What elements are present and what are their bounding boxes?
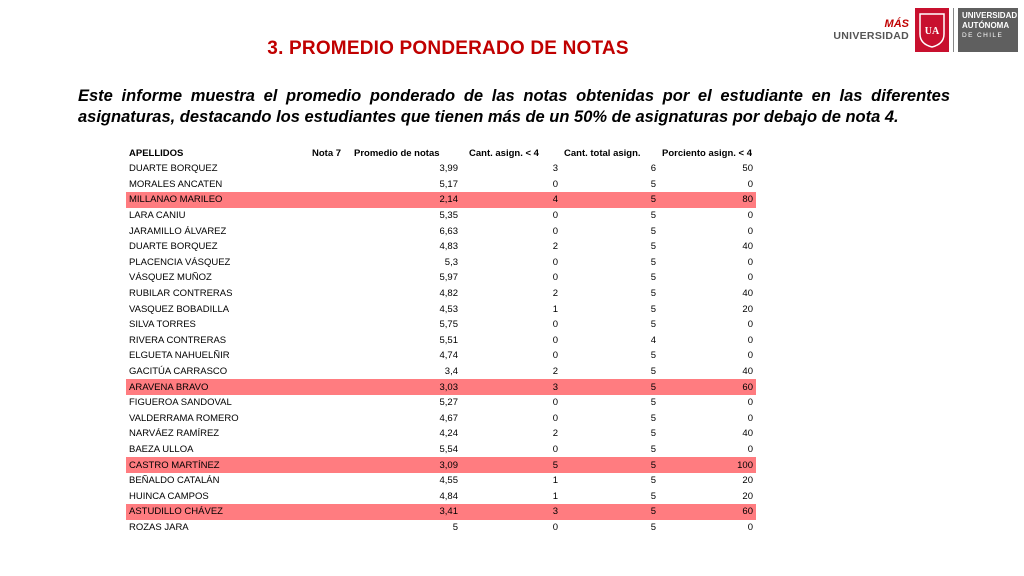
cell-porciento: 80 xyxy=(659,192,756,208)
table-row xyxy=(126,192,756,208)
cell-apellidos: LARA CANIU xyxy=(129,210,186,222)
cell-cant-total: 5 xyxy=(650,350,656,362)
cell-cant-bajo4: 3 xyxy=(552,163,558,175)
cell-porciento: 40 xyxy=(742,288,753,300)
cell-cant-total: 5 xyxy=(650,412,656,424)
cell-cant-bajo4: 0 xyxy=(552,319,558,331)
cell-apellidos: SILVA TORRES xyxy=(129,319,196,331)
cell-cant-bajo4: 0 xyxy=(552,443,558,455)
cell-cant-total: 5 xyxy=(650,475,656,487)
cell-cant-total: 5 xyxy=(561,379,659,395)
cell-porciento: 20 xyxy=(742,490,753,502)
cell-cant-bajo4: 0 xyxy=(552,350,558,362)
cell-nota7 xyxy=(309,223,351,239)
logo-line-3: DE CHILE xyxy=(962,32,1004,39)
table-row xyxy=(126,208,756,224)
cell-cant-bajo4: 3 xyxy=(461,504,561,520)
table-row xyxy=(126,379,756,395)
cell-cant-total: 5 xyxy=(650,397,656,409)
cell-nota7 xyxy=(309,426,351,442)
cell-apellidos: BEÑALDO CATALÁN xyxy=(129,475,220,487)
mas-universidad-wordmark xyxy=(833,18,909,42)
table-row xyxy=(126,411,756,427)
cell-nota7 xyxy=(309,270,351,286)
cell-nota7 xyxy=(309,161,351,177)
cell-nota7 xyxy=(309,192,351,208)
cell-cant-total: 5 xyxy=(650,256,656,268)
cell-apellidos: DUARTE BORQUEZ xyxy=(129,241,218,253)
cell-promedio: 5,51 xyxy=(439,334,458,346)
cell-apellidos: PLACENCIA VÁSQUEZ xyxy=(129,256,231,268)
cell-cant-total: 5 xyxy=(650,521,656,533)
cell-nota7 xyxy=(309,442,351,458)
cell-apellidos: DUARTE BORQUEZ xyxy=(129,163,218,175)
cell-porciento: 0 xyxy=(747,397,753,409)
cell-promedio: 5,3 xyxy=(444,256,458,268)
cell-apellidos: MILLANAO MARILEO xyxy=(126,192,309,208)
cell-nota7 xyxy=(309,520,351,536)
table-row xyxy=(126,488,756,504)
cell-apellidos: RIVERA CONTRERAS xyxy=(129,334,227,346)
cell-cant-total: 5 xyxy=(650,288,656,300)
table-header-row xyxy=(126,145,756,161)
cell-apellidos: BAEZA ULLOA xyxy=(129,443,194,455)
cell-promedio: 3,03 xyxy=(351,379,461,395)
cell-cant-total: 5 xyxy=(650,210,656,222)
cell-cant-total: 5 xyxy=(650,490,656,502)
cell-cant-bajo4: 1 xyxy=(552,475,558,487)
cell-cant-bajo4: 2 xyxy=(552,288,558,300)
cell-promedio: 5 xyxy=(452,521,458,533)
university-logo xyxy=(833,6,1018,54)
cell-cant-bajo4: 0 xyxy=(552,225,558,237)
cell-cant-bajo4: 0 xyxy=(552,272,558,284)
header-promedio: Promedio de notas xyxy=(354,147,440,159)
cell-cant-total: 5 xyxy=(561,504,659,520)
cell-cant-total: 5 xyxy=(650,303,656,315)
cell-cant-total: 5 xyxy=(650,443,656,455)
table-row xyxy=(126,333,756,349)
table-row xyxy=(126,255,756,271)
cell-cant-total: 6 xyxy=(650,163,656,175)
table-row xyxy=(126,223,756,239)
cell-promedio: 5,97 xyxy=(439,272,458,284)
cell-cant-total: 5 xyxy=(650,178,656,190)
cell-promedio: 5,35 xyxy=(439,210,458,222)
cell-apellidos: VÁSQUEZ MUÑOZ xyxy=(129,272,212,284)
cell-porciento: 20 xyxy=(742,475,753,487)
cell-apellidos: NARVÁEZ RAMÍREZ xyxy=(129,428,220,440)
cell-nota7 xyxy=(309,317,351,333)
cell-apellidos: FIGUEROA SANDOVAL xyxy=(129,397,232,409)
cell-promedio: 3,41 xyxy=(351,504,461,520)
cell-porciento: 0 xyxy=(747,412,753,424)
cell-promedio: 5,17 xyxy=(439,178,458,190)
header-porciento: Porciento asign. < 4 xyxy=(662,147,753,159)
cell-cant-bajo4: 0 xyxy=(552,210,558,222)
cell-apellidos: JARAMILLO ÁLVAREZ xyxy=(129,225,227,237)
cell-porciento: 40 xyxy=(742,428,753,440)
mas-text: MÁS xyxy=(884,18,909,30)
table-row xyxy=(126,457,756,473)
grades-table xyxy=(126,145,756,535)
cell-promedio: 4,84 xyxy=(439,490,458,502)
cell-porciento: 0 xyxy=(747,178,753,190)
cell-promedio: 3,4 xyxy=(444,366,458,378)
cell-porciento: 0 xyxy=(747,443,753,455)
university-name-block xyxy=(958,8,1018,52)
cell-cant-bajo4: 0 xyxy=(552,334,558,346)
cell-porciento: 40 xyxy=(742,366,753,378)
cell-porciento: 0 xyxy=(747,210,753,222)
universidad-text: UNIVERSIDAD xyxy=(833,30,909,42)
cell-porciento: 0 xyxy=(747,334,753,346)
cell-porciento: 60 xyxy=(659,504,756,520)
cell-apellidos: MORALES ANCATEN xyxy=(129,178,223,190)
cell-cant-bajo4: 5 xyxy=(461,457,561,473)
table-row xyxy=(126,161,756,177)
cell-promedio: 4,83 xyxy=(439,241,458,253)
cell-promedio: 4,55 xyxy=(439,475,458,487)
header-cant-bajo4: Cant. asign. < 4 xyxy=(469,147,539,159)
cell-nota7 xyxy=(309,286,351,302)
cell-cant-bajo4: 0 xyxy=(552,412,558,424)
cell-apellidos: RUBILAR CONTRERAS xyxy=(129,288,233,300)
cell-apellidos: ELGUETA NAHUELÑIR xyxy=(129,350,230,362)
cell-apellidos: VASQUEZ BOBADILLA xyxy=(129,303,230,315)
header-cant-total: Cant. total asign. xyxy=(564,147,641,159)
cell-nota7 xyxy=(309,364,351,380)
cell-nota7 xyxy=(309,301,351,317)
cell-cant-total: 5 xyxy=(650,366,656,378)
cell-cant-bajo4: 1 xyxy=(552,303,558,315)
cell-promedio: 4,67 xyxy=(439,412,458,424)
cell-apellidos: HUINCA CAMPOS xyxy=(129,490,209,502)
page-title: 3. PROMEDIO PONDERADO DE NOTAS xyxy=(267,38,629,59)
cell-porciento: 100 xyxy=(659,457,756,473)
header-nota7: Nota 7 xyxy=(312,147,342,159)
cell-nota7 xyxy=(309,411,351,427)
table-row xyxy=(126,504,756,520)
cell-porciento: 50 xyxy=(742,163,753,175)
table-row xyxy=(126,239,756,255)
cell-cant-bajo4: 3 xyxy=(461,379,561,395)
cell-promedio: 5,27 xyxy=(439,397,458,409)
cell-cant-bajo4: 2 xyxy=(552,428,558,440)
cell-nota7 xyxy=(309,488,351,504)
logo-line-1: UNIVERSIDAD xyxy=(962,11,1018,20)
cell-nota7 xyxy=(309,255,351,271)
table-row xyxy=(126,426,756,442)
cell-promedio: 4,53 xyxy=(439,303,458,315)
cell-cant-total: 5 xyxy=(650,241,656,253)
table-row xyxy=(126,364,756,380)
table-row xyxy=(126,177,756,193)
logo-line-2: AUTÓNOMA xyxy=(962,21,1010,30)
cell-cant-bajo4: 0 xyxy=(552,521,558,533)
cell-cant-total: 5 xyxy=(650,225,656,237)
cell-apellidos: ASTUDILLO CHÁVEZ xyxy=(126,504,309,520)
cell-apellidos: VALDERRAMA ROMERO xyxy=(129,412,239,424)
cell-nota7 xyxy=(309,395,351,411)
table-row xyxy=(126,317,756,333)
cell-promedio: 2,14 xyxy=(351,192,461,208)
cell-porciento: 0 xyxy=(747,272,753,284)
cell-cant-total: 5 xyxy=(650,319,656,331)
cell-porciento: 0 xyxy=(747,319,753,331)
cell-cant-bajo4: 0 xyxy=(552,397,558,409)
cell-nota7 xyxy=(309,333,351,349)
university-seal-icon xyxy=(915,8,949,52)
table-row xyxy=(126,520,756,536)
cell-nota7 xyxy=(309,208,351,224)
cell-nota7 xyxy=(309,457,351,473)
svg-text:UA: UA xyxy=(924,26,940,37)
cell-promedio: 3,09 xyxy=(351,457,461,473)
cell-porciento: 0 xyxy=(747,350,753,362)
cell-cant-bajo4: 1 xyxy=(552,490,558,502)
table-row xyxy=(126,473,756,489)
cell-cant-bajo4: 4 xyxy=(461,192,561,208)
cell-nota7 xyxy=(309,348,351,364)
cell-cant-bajo4: 0 xyxy=(552,256,558,268)
cell-cant-total: 5 xyxy=(561,192,659,208)
cell-promedio: 4,24 xyxy=(439,428,458,440)
cell-porciento: 0 xyxy=(747,225,753,237)
cell-porciento: 0 xyxy=(747,256,753,268)
cell-promedio: 6,63 xyxy=(439,225,458,237)
cell-nota7 xyxy=(309,177,351,193)
cell-nota7 xyxy=(309,504,351,520)
cell-porciento: 40 xyxy=(742,241,753,253)
report-description: Este informe muestra el promedio ponderado de las notas obtenidas por el estudiante en las diferentes asignaturas, destacando los estudiantes que tienen más de un 50% de asignaturas por debajo de nota 4. xyxy=(78,87,950,126)
table-row xyxy=(126,395,756,411)
cell-promedio: 4,74 xyxy=(439,350,458,362)
cell-porciento: 0 xyxy=(747,521,753,533)
cell-apellidos: CASTRO MARTÍNEZ xyxy=(126,457,309,473)
table-row xyxy=(126,270,756,286)
cell-porciento: 20 xyxy=(742,303,753,315)
logo-divider xyxy=(953,8,954,52)
header-apellidos: APELLIDOS xyxy=(129,147,184,159)
cell-apellidos: GACITÚA CARRASCO xyxy=(129,366,228,378)
cell-cant-total: 4 xyxy=(650,334,656,346)
cell-cant-total: 5 xyxy=(650,428,656,440)
cell-promedio: 5,75 xyxy=(439,319,458,331)
cell-nota7 xyxy=(309,473,351,489)
cell-promedio: 3,99 xyxy=(439,163,458,175)
cell-apellidos: ARAVENA BRAVO xyxy=(126,379,309,395)
cell-promedio: 4,82 xyxy=(439,288,458,300)
cell-promedio: 5,54 xyxy=(439,443,458,455)
cell-porciento: 60 xyxy=(659,379,756,395)
cell-nota7 xyxy=(309,239,351,255)
table-row xyxy=(126,301,756,317)
cell-apellidos: ROZAS JARA xyxy=(129,521,189,533)
cell-cant-bajo4: 0 xyxy=(552,178,558,190)
cell-cant-bajo4: 2 xyxy=(552,241,558,253)
cell-nota7 xyxy=(309,379,351,395)
table-row xyxy=(126,286,756,302)
table-row xyxy=(126,442,756,458)
table-row xyxy=(126,348,756,364)
cell-cant-bajo4: 2 xyxy=(552,366,558,378)
cell-cant-total: 5 xyxy=(650,272,656,284)
cell-cant-total: 5 xyxy=(561,457,659,473)
